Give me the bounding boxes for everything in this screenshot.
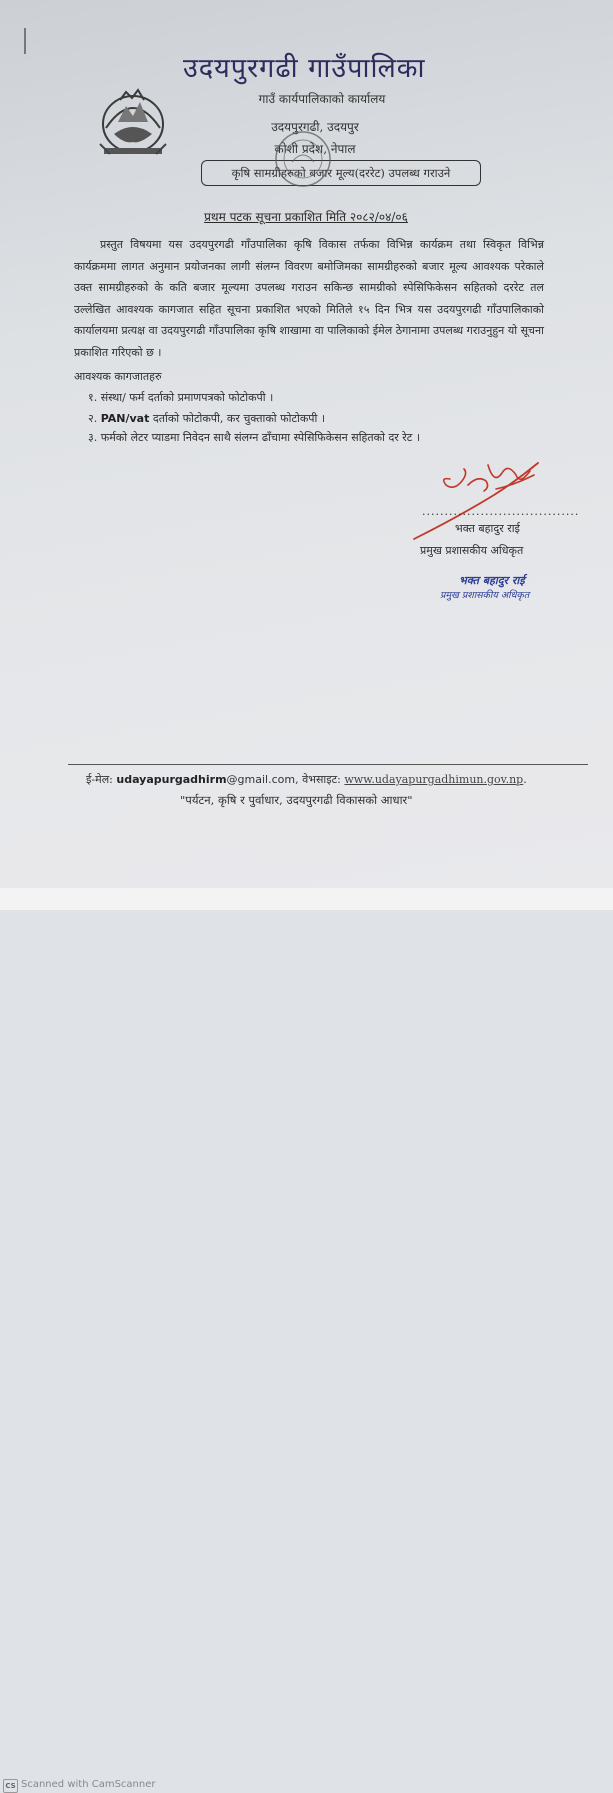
notice-date: प्रथम पटक सूचना प्रकाशित मिति २०८२/०४/०६ bbox=[204, 210, 408, 224]
requirement-number: २. bbox=[88, 412, 98, 425]
requirement-bold-term: PAN/vat bbox=[100, 412, 150, 425]
contact-end: . bbox=[523, 773, 527, 786]
requirement-text: दर्ताको फोटोकपी, कर चुक्ताको फोटोकपी । bbox=[152, 412, 326, 425]
requirement-item bbox=[88, 390, 273, 405]
nepal-emblem-icon bbox=[96, 84, 170, 160]
website-link[interactable]: www.udayapurgadhimun.gov.np bbox=[344, 773, 524, 786]
requirement-item bbox=[88, 411, 325, 426]
email-user: udayapurgadhirm bbox=[116, 773, 227, 786]
signature-line: ................................... bbox=[422, 505, 580, 518]
office-name: गाउँ कार्यपालिकाको कार्यालय bbox=[258, 92, 386, 106]
scanned-document-page bbox=[0, 0, 613, 888]
page-mark bbox=[24, 28, 26, 54]
email-domain: @gmail.com bbox=[226, 773, 296, 786]
requirement-number: ३. bbox=[88, 431, 98, 444]
requirement-item bbox=[88, 430, 420, 445]
stamp-name: भक्त बहादुर राई bbox=[459, 574, 525, 587]
requirements-heading: आवश्यक कागजातहरु bbox=[74, 370, 162, 383]
requirement-text: फर्मको लेटर प्याडमा निवेदन साथै संलग्न ढाँचामा स्पेसिफिकेसन सहितको दर रेट । bbox=[100, 431, 420, 444]
signatory-name: भक्त बहादुर राई bbox=[455, 522, 520, 535]
scanner-label: Scanned with CamScanner bbox=[21, 1779, 156, 1790]
email-label: ई-मेल: bbox=[86, 773, 113, 786]
requirement-number: १. bbox=[88, 391, 98, 404]
scanner-watermark-bar bbox=[0, 888, 613, 1790]
province-line: कोशी प्रदेश, नेपाल bbox=[274, 142, 356, 156]
requirement-text: संस्था/ फर्म दर्ताको प्रमाणपत्रको फोटोकपी । bbox=[100, 391, 274, 404]
address-line: उदयपुरगढी, उदयपुर bbox=[271, 120, 359, 134]
municipality-name: उदयपुरगढी गाउँपालिका bbox=[183, 53, 426, 84]
contact-separator: , bbox=[295, 773, 299, 786]
footer-contact bbox=[86, 772, 527, 787]
camscanner-logo-icon: CS bbox=[3, 1779, 18, 1793]
signatory-title: प्रमुख प्रशासकीय अधिकृत bbox=[420, 544, 524, 557]
round-office-seal-icon bbox=[272, 128, 334, 190]
stamp-title: प्रमुख प्रशासकीय अधिकृत bbox=[440, 590, 530, 601]
subject-box: कृषि सामग्रीहरुको बजार मूल्य(दररेट) उपलब्ध गराउने bbox=[201, 160, 481, 186]
footer-motto: "पर्यटन, कृषि र पुर्वाधार, उदयपुरगढी विकासको आधार" bbox=[180, 793, 413, 807]
notice-body: प्रस्तुत विषयमा यस उदयपुरगढी गाँउपालिका कृषि विकास तर्फका विभिन्न कार्यक्रम तथा स्विकृत विभिन्न कार्यक्रममा लागत अनुमान प्रयोजनका लागी संलग्न विवरण बमोजिमका सामग्रीहरुको बजार मूल्य आवश्यक परेकाले उक्त सामग्रीहरुको के कति बजार मूल्यमा उपलब्ध गराउन सकिन्छ सामग्रीको स्पेसिफिकेसन सहितको दररेट तल उल्लेखित आवश्यक कागजात सहित सूचना प्रकाशित भएको मितिले १५ दिन भित्र यस उदयपुरगढी गाँउपालिकाको कार्यालयमा प्रत्यक्ष वा उदयपुरगढी गाँउपालिका कृषि शाखामा वा पालिकाको ईमेल ठेगानामा उपलब्ध गराउनुहुन यो सूचना प्रकाशित गरिएको छ । bbox=[74, 238, 544, 359]
footer-divider bbox=[68, 764, 588, 765]
website-label: वेभसाइट: bbox=[302, 773, 341, 786]
